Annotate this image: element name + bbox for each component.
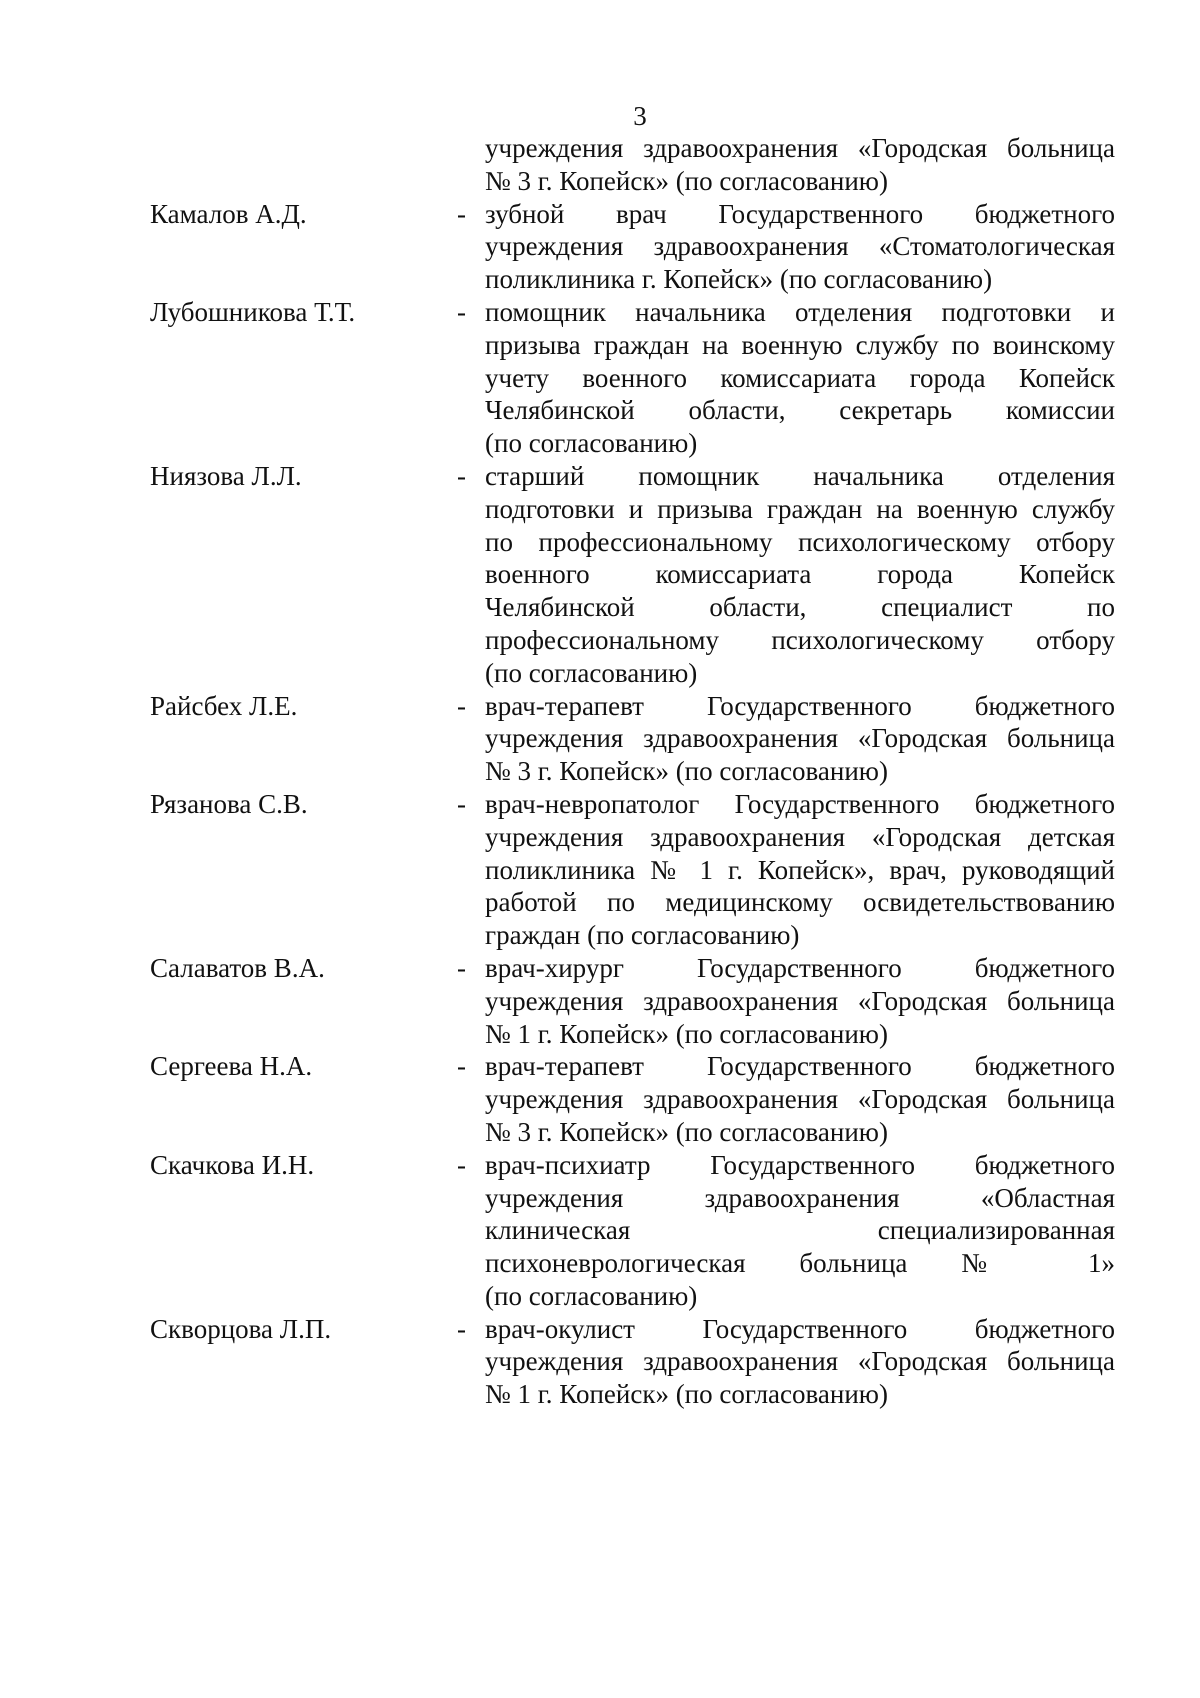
document-body bbox=[150, 132, 1120, 1411]
description-line: учреждения здравоохранения «Городская больница bbox=[485, 985, 1115, 1016]
description-line: поликлиника г. Копейск» (по согласованию) bbox=[485, 264, 993, 295]
dash-separator: - bbox=[457, 296, 466, 327]
description-line: врач-терапевт Государственного бюджетного bbox=[485, 1051, 1115, 1082]
description-line: врач-невропатолог Государственного бюджетного bbox=[485, 788, 1115, 819]
member-name: Рязанова С.В. bbox=[150, 788, 308, 819]
dash-separator: - bbox=[457, 1149, 466, 1180]
member-entry bbox=[150, 1149, 1120, 1313]
member-name: Скворцова Л.П. bbox=[150, 1313, 332, 1344]
description-line: военного комиссариата города Копейск bbox=[485, 559, 1115, 590]
description-line: учреждения здравоохранения «Областная bbox=[485, 1182, 1115, 1213]
description-line: учреждения здравоохранения «Стоматологическая bbox=[485, 231, 1115, 262]
member-entry bbox=[150, 690, 1120, 788]
member-entry bbox=[150, 1050, 1120, 1148]
member-name: Райсбех Л.Е. bbox=[150, 690, 298, 721]
member-entry bbox=[150, 296, 1120, 460]
member-name: Лубошникова Т.Т. bbox=[150, 296, 356, 327]
dash-separator: - bbox=[457, 460, 466, 491]
member-description bbox=[485, 690, 1115, 788]
description-line: граждан (по согласованию) bbox=[485, 920, 800, 951]
description-line: учреждения здравоохранения «Городская больница bbox=[485, 1346, 1115, 1377]
dash-separator: - bbox=[457, 788, 466, 819]
member-entry bbox=[150, 952, 1120, 1050]
dash-separator: - bbox=[457, 952, 466, 983]
member-entry bbox=[150, 788, 1120, 952]
description-line: (по согласованию) bbox=[485, 1280, 698, 1311]
page-number: 3 bbox=[633, 101, 647, 131]
member-name: Камалов А.Д. bbox=[150, 198, 307, 229]
member-name: Сергеева Н.А. bbox=[150, 1051, 313, 1082]
dash-separator: - bbox=[457, 198, 466, 229]
member-description bbox=[485, 952, 1115, 1050]
description-line: помощник начальника отделения подготовки и bbox=[485, 296, 1115, 327]
description-line: поликлиника № 1 г. Копейск», врач, руководящий bbox=[485, 854, 1115, 885]
member-name: Скачкова И.Н. bbox=[150, 1149, 315, 1180]
description-line: врач-хирург Государственного бюджетного bbox=[485, 952, 1115, 983]
description-line: призыва граждан на военную службу по воинскому bbox=[485, 329, 1115, 360]
member-entry bbox=[150, 198, 1120, 296]
description-line: врач-окулист Государственного бюджетного bbox=[485, 1313, 1115, 1344]
member-entry bbox=[150, 1313, 1120, 1411]
description-line: № 3 г. Копейск» (по согласованию) bbox=[485, 1116, 888, 1147]
description-line: № 1 г. Копейск» (по согласованию) bbox=[485, 1379, 888, 1410]
continuation-line: № 3 г. Копейск» (по согласованию) bbox=[485, 165, 888, 196]
member-description bbox=[485, 296, 1115, 460]
description-line: учреждения здравоохранения «Городская больница bbox=[485, 1084, 1115, 1115]
dash-separator: - bbox=[457, 1313, 466, 1344]
description-line: (по согласованию) bbox=[485, 428, 698, 459]
dash-separator: - bbox=[457, 690, 466, 721]
description-line: Челябинской области, секретарь комиссии bbox=[485, 395, 1115, 426]
dash-separator: - bbox=[457, 1051, 466, 1082]
description-line: № 1 г. Копейск» (по согласованию) bbox=[485, 1018, 888, 1049]
member-description bbox=[485, 198, 1115, 296]
description-line: работой по медицинскому освидетельствованию bbox=[485, 887, 1115, 918]
description-line: учреждения здравоохранения «Городская больница bbox=[485, 723, 1115, 754]
description-line: клиническая специализированная bbox=[485, 1215, 1115, 1246]
member-name: Ниязова Л.Л. bbox=[150, 460, 302, 491]
member-name: Салаватов В.А. bbox=[150, 952, 325, 983]
description-line: врач-терапевт Государственного бюджетного bbox=[485, 690, 1115, 721]
description-line: врач-психиатр Государственного бюджетного bbox=[485, 1149, 1115, 1180]
description-line: психоневрологическая больница № 1» bbox=[485, 1248, 1115, 1279]
description-line: Челябинской области, специалист по bbox=[485, 592, 1115, 623]
description-line: по профессиональному психологическому отбору bbox=[485, 526, 1115, 557]
member-description bbox=[485, 460, 1115, 690]
continuation-line: учреждения здравоохранения «Городская больница bbox=[485, 133, 1115, 163]
member-entry bbox=[150, 460, 1120, 690]
member-description bbox=[485, 1149, 1115, 1313]
description-line: № 3 г. Копейск» (по согласованию) bbox=[485, 756, 888, 787]
member-description bbox=[485, 788, 1115, 952]
continuation-text bbox=[485, 132, 1115, 198]
description-line: учету военного комиссариата города Копейск bbox=[485, 362, 1115, 393]
description-line: зубной врач Государственного бюджетного bbox=[485, 198, 1115, 229]
description-line: учреждения здравоохранения «Городская детская bbox=[485, 821, 1115, 852]
member-description bbox=[485, 1313, 1115, 1411]
description-line: (по согласованию) bbox=[485, 657, 698, 688]
member-description bbox=[485, 1050, 1115, 1148]
description-line: профессиональному психологическому отбору bbox=[485, 624, 1115, 655]
description-line: старший помощник начальника отделения bbox=[485, 460, 1115, 491]
description-line: подготовки и призыва граждан на военную службу bbox=[485, 493, 1115, 524]
